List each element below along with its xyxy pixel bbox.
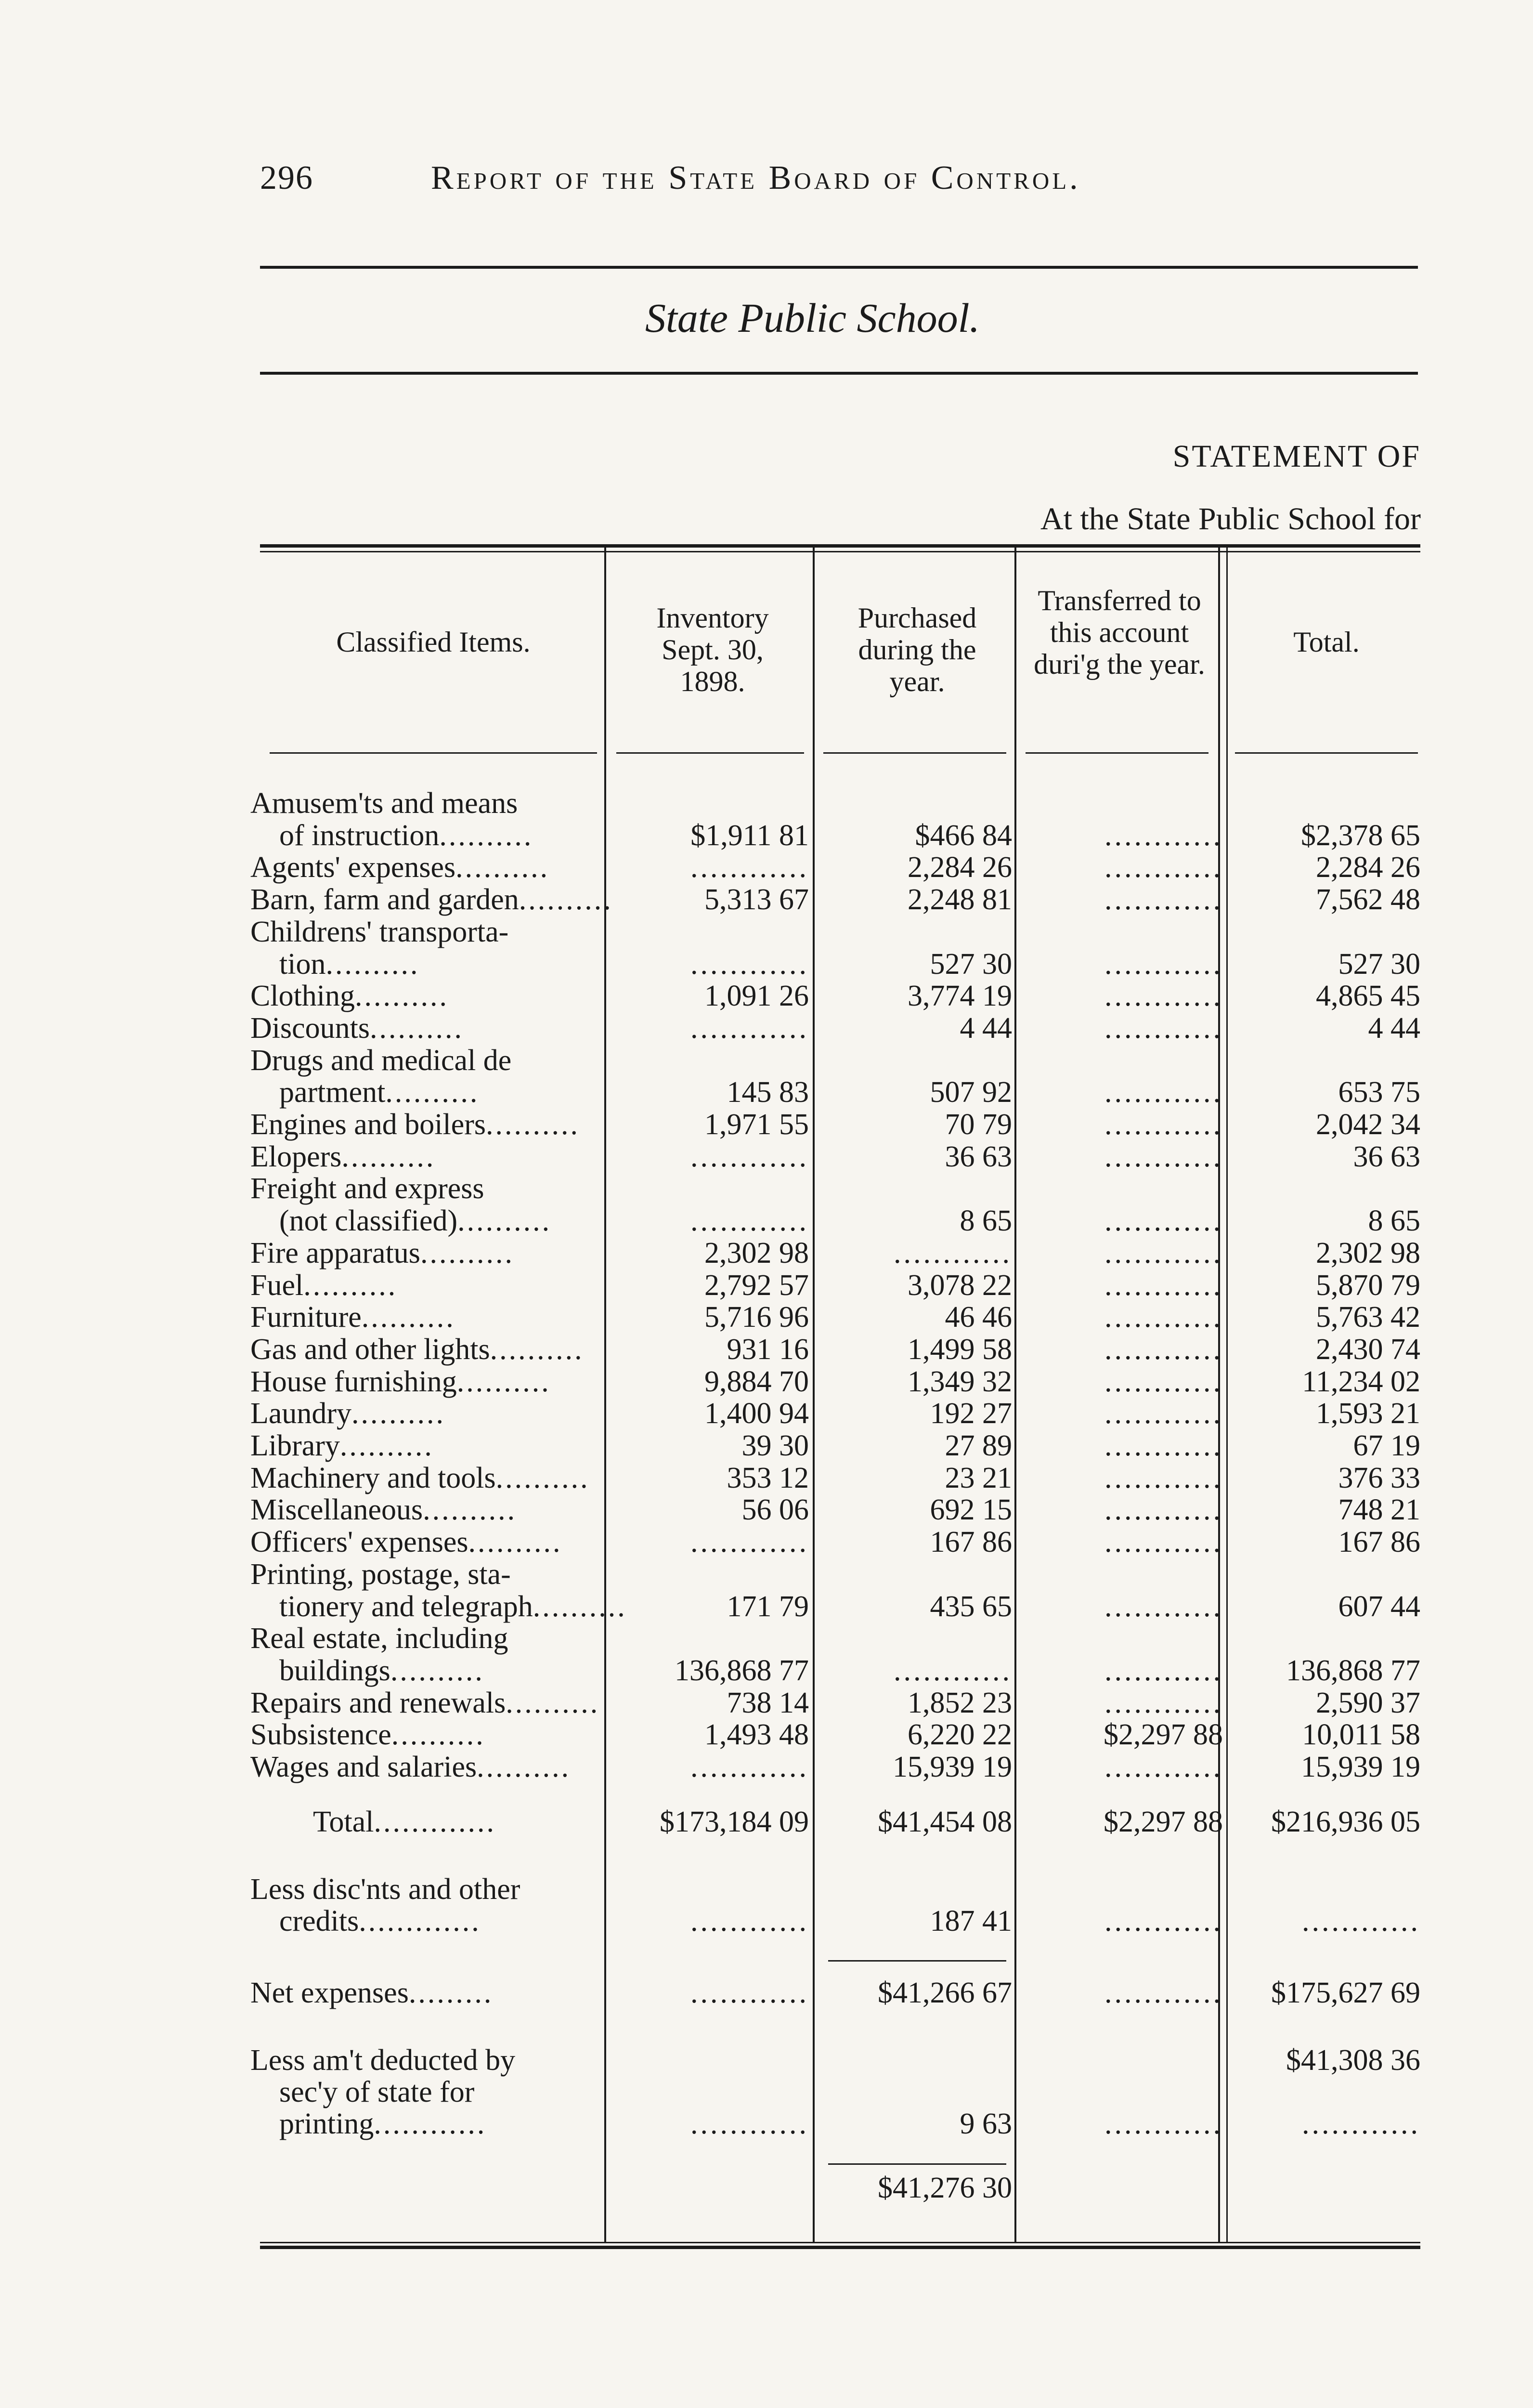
cell-inventory: 1,493 48 (704, 1718, 809, 1752)
total-purchased: $41,454 08 (878, 1806, 1012, 1838)
label-text: tion (279, 947, 326, 981)
leader-dots: .......... (495, 1461, 590, 1494)
row-label (279, 1591, 636, 1623)
printing-purchased: 9 63 (960, 2107, 1012, 2140)
leader-dots: .......... (439, 819, 533, 852)
cell-total: 5,763 42 (1316, 1301, 1420, 1334)
cell-total: 4,865 45 (1316, 980, 1420, 1013)
row-label (250, 1334, 607, 1365)
cell-purchased: $466 84 (915, 819, 1012, 852)
leader-dots: ............ (1104, 1301, 1223, 1334)
table-bottom-rule (260, 2242, 1420, 2243)
label-text: Clothing (250, 980, 355, 1013)
header-underline (1026, 752, 1208, 754)
leader-dots: ............ (690, 1751, 809, 1783)
discounts-purchased: 187 41 (930, 1905, 1012, 1937)
row-label (250, 1623, 607, 1654)
leader-dots: ............ (1104, 1076, 1223, 1109)
leader-dots: ............ (1104, 1204, 1223, 1238)
cell-purchased: 2,248 81 (908, 883, 1012, 916)
cell-inventory: 931 16 (727, 1333, 809, 1366)
label-text: Fuel (250, 1269, 304, 1302)
label-text: Wages and salaries (250, 1751, 477, 1783)
leader-dots: ............ (1104, 1526, 1223, 1559)
leader-dots: ............ (1104, 1397, 1223, 1430)
row-label (250, 1751, 607, 1783)
leader-dots: ............ (690, 1011, 809, 1045)
leader-dots: ............ (1104, 1976, 1223, 2009)
label-text: Officers' expenses (250, 1526, 468, 1559)
cell-total: 2,042 34 (1316, 1108, 1420, 1141)
cell-total: 527 30 (1338, 947, 1420, 981)
row-label (250, 1462, 607, 1494)
row-label (250, 1045, 607, 1076)
cell-total: 1,593 21 (1316, 1397, 1420, 1430)
leader-dots: ............ (1302, 2107, 1420, 2140)
label-text: Engines and boilers (250, 1108, 486, 1141)
cell-purchased: 527 30 (930, 947, 1012, 981)
leader-dots: .......... (385, 1076, 480, 1109)
label-text: Barn, farm and garden (250, 883, 519, 916)
label-text: Amusem'ts and means (250, 787, 518, 820)
row-label (250, 883, 613, 916)
cell-inventory: 39 30 (741, 1429, 809, 1462)
cell-purchased: 167 86 (930, 1526, 1012, 1559)
row-label (250, 787, 607, 819)
total-transferred: $2,297 88 (1104, 1806, 1223, 1838)
leader-dots: ............ (1104, 1140, 1223, 1173)
label-text: Repairs and renewals (250, 1686, 506, 1719)
label-text: (not classified) (279, 1204, 458, 1238)
column-rule (813, 544, 815, 2242)
cell-inventory: 136,868 77 (675, 1654, 809, 1687)
leader-dots: ............ (1104, 1654, 1223, 1687)
cell-inventory: 145 83 (727, 1076, 809, 1109)
row-label (250, 1141, 607, 1173)
leader-dots: .......... (303, 1269, 398, 1302)
column-header-purchased: Purchased during the year. (857, 602, 977, 697)
row-label (250, 1269, 607, 1301)
leader-dots: .......... (355, 980, 449, 1013)
cell-inventory: 56 06 (741, 1493, 809, 1527)
label-text: Gas and other lights (250, 1333, 490, 1366)
row-label (250, 1012, 607, 1044)
final-rule (828, 2163, 1006, 2165)
cell-purchased: 46 46 (945, 1301, 1012, 1334)
label-text: printing (279, 2107, 374, 2140)
column-rule (1014, 544, 1016, 2242)
leader-dots: .......... (370, 1011, 464, 1045)
table-bottom-rule-thick (260, 2246, 1420, 2249)
label-text: Agents' expenses (250, 851, 456, 884)
column-header-inventory: Inventory Sept. 30, 1898. (656, 602, 769, 697)
cell-purchased: 23 21 (945, 1461, 1012, 1494)
cell-purchased: 15,939 19 (893, 1751, 1012, 1783)
leader-dots: ............ (1104, 980, 1223, 1013)
leader-dots: .......... (477, 1751, 571, 1783)
cell-total: 136,868 77 (1286, 1654, 1420, 1687)
cell-total: 7,562 48 (1316, 883, 1420, 916)
leader-dots: .......... (325, 947, 420, 981)
header-rule (260, 266, 1418, 269)
cell-inventory: 1,400 94 (704, 1397, 809, 1430)
label-text: partment (279, 1076, 386, 1109)
leader-dots: .......... (361, 1301, 455, 1334)
leader-dots: .......... (390, 1654, 484, 1687)
row-label: Less disc'nts and other (250, 1873, 520, 1906)
row-label (279, 948, 636, 980)
cell-purchased: 6,220 22 (908, 1718, 1012, 1752)
column-header-transferred: Transferred to this account duri'g the year. (1034, 585, 1205, 680)
row-label (250, 916, 607, 948)
cell-total: 607 44 (1338, 1590, 1420, 1623)
row-label (250, 1109, 607, 1140)
label-text: buildings (279, 1654, 390, 1687)
leader-dots: ............ (690, 851, 809, 884)
leader-dots: .......... (339, 1429, 434, 1462)
total-label: Total (313, 1806, 374, 1838)
leader-dots: ............ (1104, 1269, 1223, 1302)
table-top-rule (260, 544, 1420, 548)
cell-total: 2,284 26 (1316, 851, 1420, 884)
row-label (250, 1173, 607, 1204)
cell-total: 376 33 (1338, 1461, 1420, 1494)
header-underline (616, 752, 804, 754)
cell-purchased: 36 63 (945, 1140, 1012, 1173)
cell-purchased: 70 79 (945, 1108, 1012, 1141)
header-underline (823, 752, 1006, 754)
leader-dots: .......... (455, 851, 550, 884)
cell-total: 11,234 02 (1302, 1365, 1420, 1398)
leader-dots: .......... (519, 883, 613, 916)
leader-dots: ............ (690, 1905, 809, 1937)
cell-purchased: 507 92 (930, 1076, 1012, 1109)
cell-total: 748 21 (1338, 1493, 1420, 1527)
cell-purchased: 3,078 22 (908, 1269, 1012, 1302)
leader-dots: ............ (1104, 1429, 1223, 1462)
label-text: credits (279, 1905, 359, 1937)
table-top-rule-thin (260, 551, 1420, 552)
cell-total: 67 19 (1353, 1429, 1420, 1462)
leader-dots: ............ (1104, 1236, 1223, 1269)
cell-transferred: $2,297 88 (1104, 1718, 1223, 1752)
statement-subtitle: At the State Public School for (1040, 501, 1421, 537)
row-label (250, 1719, 607, 1751)
cell-total: 5,870 79 (1316, 1269, 1420, 1302)
cell-inventory: 2,302 98 (704, 1236, 809, 1269)
total-inventory: $173,184 09 (660, 1806, 809, 1838)
row-label: Less am't deducted by (250, 2044, 516, 2077)
column-rule (1226, 544, 1228, 2242)
leader-dots: ............ (1302, 1905, 1420, 1937)
cell-purchased: 192 27 (930, 1397, 1012, 1430)
cell-purchased: 2,284 26 (908, 851, 1012, 884)
label-text: Laundry (250, 1397, 352, 1430)
cell-inventory: 5,313 67 (704, 883, 809, 916)
cell-total: 2,590 37 (1316, 1686, 1420, 1719)
cell-total: 8 65 (1368, 1204, 1420, 1238)
net-purchased: $41,266 67 (878, 1976, 1012, 2009)
row-label: Total............. (313, 1806, 496, 1838)
row-label (250, 1494, 607, 1526)
cell-inventory: 738 14 (727, 1686, 809, 1719)
leader-dots: ............ (690, 947, 809, 981)
cell-purchased: 27 89 (945, 1429, 1012, 1462)
leader-dots: .......... (533, 1590, 627, 1623)
printing-total: $41,308 36 (1286, 2044, 1420, 2077)
leader-dots: .......... (341, 1140, 436, 1173)
header-underline (270, 752, 597, 754)
leader-dots: ............ (1104, 1493, 1223, 1527)
leader-dots: .......... (506, 1686, 600, 1719)
header-underline (1235, 752, 1418, 754)
cell-inventory: $1,911 81 (690, 819, 809, 852)
row-label (250, 1237, 607, 1269)
column-header-total: Total. (1293, 626, 1360, 658)
leader-dots: ............ (1104, 1905, 1223, 1937)
total-total: $216,936 05 (1271, 1806, 1420, 1838)
leader-dots: ............ (1104, 1590, 1223, 1623)
running-title: Report of the State Board of Control. (431, 159, 1081, 196)
leader-dots: ............ (1104, 2107, 1223, 2140)
cell-purchased: 8 65 (960, 1204, 1012, 1238)
row-label (250, 851, 607, 883)
cell-purchased: 435 65 (930, 1590, 1012, 1623)
cell-inventory: 9,884 70 (704, 1365, 809, 1398)
label-text: Machinery and tools (250, 1461, 496, 1494)
row-label (279, 1655, 636, 1687)
cell-total: 4 44 (1368, 1011, 1420, 1045)
cell-inventory: 2,792 57 (704, 1269, 809, 1302)
row-label (250, 1558, 607, 1590)
leader-dots: ............ (1104, 1333, 1223, 1366)
leader-dots: ............ (894, 1654, 1012, 1687)
leader-dots: ............ (894, 1236, 1012, 1269)
subtotal-rule (828, 1960, 1006, 1962)
leader-dots: .......... (420, 1236, 514, 1269)
page-number: 296 (260, 159, 313, 196)
leader-dots: .......... (457, 1204, 552, 1238)
leader-dots: ............ (690, 1976, 809, 2009)
leader-dots: ............ (1104, 1686, 1223, 1719)
cell-total: 2,430 74 (1316, 1333, 1420, 1366)
label-text: Subsistence (250, 1718, 391, 1752)
leader-dots: .......... (423, 1493, 517, 1527)
row-label: printing............ (279, 2107, 487, 2140)
label-text: Furniture (250, 1301, 362, 1334)
leader-dots: .......... (391, 1718, 485, 1752)
leader-dots: ............ (1104, 1011, 1223, 1045)
label-text: Drugs and medical de (250, 1044, 512, 1077)
label-text: tionery and telegraph (279, 1590, 533, 1623)
leader-dots: ............ (690, 1140, 809, 1173)
leader-dots: ............ (690, 1204, 809, 1238)
leader-dots: ............ (1104, 1365, 1223, 1398)
label-text: Miscellaneous (250, 1493, 423, 1527)
statement-title: STATEMENT OF (1172, 439, 1421, 474)
cell-purchased: 4 44 (960, 1011, 1012, 1045)
row-label (250, 1366, 607, 1398)
label-text: House furnishing (250, 1365, 457, 1398)
cell-total: $2,378 65 (1301, 819, 1420, 852)
cell-purchased: 1,852 23 (908, 1686, 1012, 1719)
column-header-items: Classified Items. (336, 626, 531, 658)
row-label: sec'y of state for (279, 2076, 475, 2108)
leader-dots: .......... (456, 1365, 551, 1398)
cell-total: 167 86 (1338, 1526, 1420, 1559)
label-text: Real estate, including (250, 1622, 508, 1655)
leader-dots: .......... (351, 1397, 446, 1430)
leader-dots: .......... (468, 1526, 562, 1559)
label-text: of instruction (279, 819, 440, 852)
section-rule (260, 372, 1418, 375)
cell-purchased: 1,349 32 (908, 1365, 1012, 1398)
leader-dots: ............ (1104, 883, 1223, 916)
row-label: Net expenses......... (250, 1976, 494, 2009)
row-label (250, 1687, 607, 1719)
label-text: Printing, postage, sta- (250, 1557, 511, 1591)
leader-dots: ............ (1104, 819, 1223, 852)
row-label (279, 1205, 636, 1237)
leader-dots: ............ (1104, 1751, 1223, 1783)
section-title: State Public School. (645, 295, 980, 341)
leader-dots: .......... (490, 1333, 584, 1366)
row-label (250, 1526, 607, 1558)
label-text: Discounts (250, 1011, 370, 1045)
cell-total: 653 75 (1338, 1076, 1420, 1109)
cell-purchased: 1,499 58 (908, 1333, 1012, 1366)
row-label (279, 820, 636, 851)
label-text: Library (250, 1429, 340, 1462)
row-label (250, 1398, 607, 1429)
leader-dots: ............ (690, 1526, 809, 1559)
leader-dots: ............ (690, 2107, 809, 2140)
label-text: Childrens' transporta- (250, 915, 509, 948)
row-label: credits............. (279, 1905, 481, 1937)
cell-total: 15,939 19 (1301, 1751, 1420, 1783)
row-label (279, 1076, 636, 1108)
cell-total: 36 63 (1353, 1140, 1420, 1173)
label-text: Net expenses (250, 1976, 409, 2009)
leader-dots: .......... (486, 1108, 580, 1141)
leader-dots: ............ (1104, 947, 1223, 981)
final-purchased: $41,276 30 (878, 2172, 1012, 2204)
cell-inventory: 171 79 (727, 1590, 809, 1623)
label-text: Elopers (250, 1140, 342, 1173)
cell-inventory: 5,716 96 (704, 1301, 809, 1334)
leader-dots: ............ (1104, 851, 1223, 884)
cell-inventory: 1,091 26 (704, 980, 809, 1013)
cell-total: 2,302 98 (1316, 1236, 1420, 1269)
cell-purchased: 692 15 (930, 1493, 1012, 1527)
label-text: Fire apparatus (250, 1236, 420, 1269)
leader-dots: ............ (1104, 1108, 1223, 1141)
cell-purchased: 3,774 19 (908, 980, 1012, 1013)
row-label (250, 1301, 607, 1333)
row-label (250, 980, 607, 1012)
leader-dots: ............ (1104, 1461, 1223, 1494)
net-total: $175,627 69 (1271, 1976, 1420, 2009)
cell-inventory: 1,971 55 (704, 1108, 809, 1141)
cell-total: 10,011 58 (1302, 1718, 1420, 1752)
cell-inventory: 353 12 (727, 1461, 809, 1494)
label-text: Freight and express (250, 1172, 484, 1205)
expense-table (250, 544, 1420, 2249)
row-label (250, 1430, 607, 1462)
